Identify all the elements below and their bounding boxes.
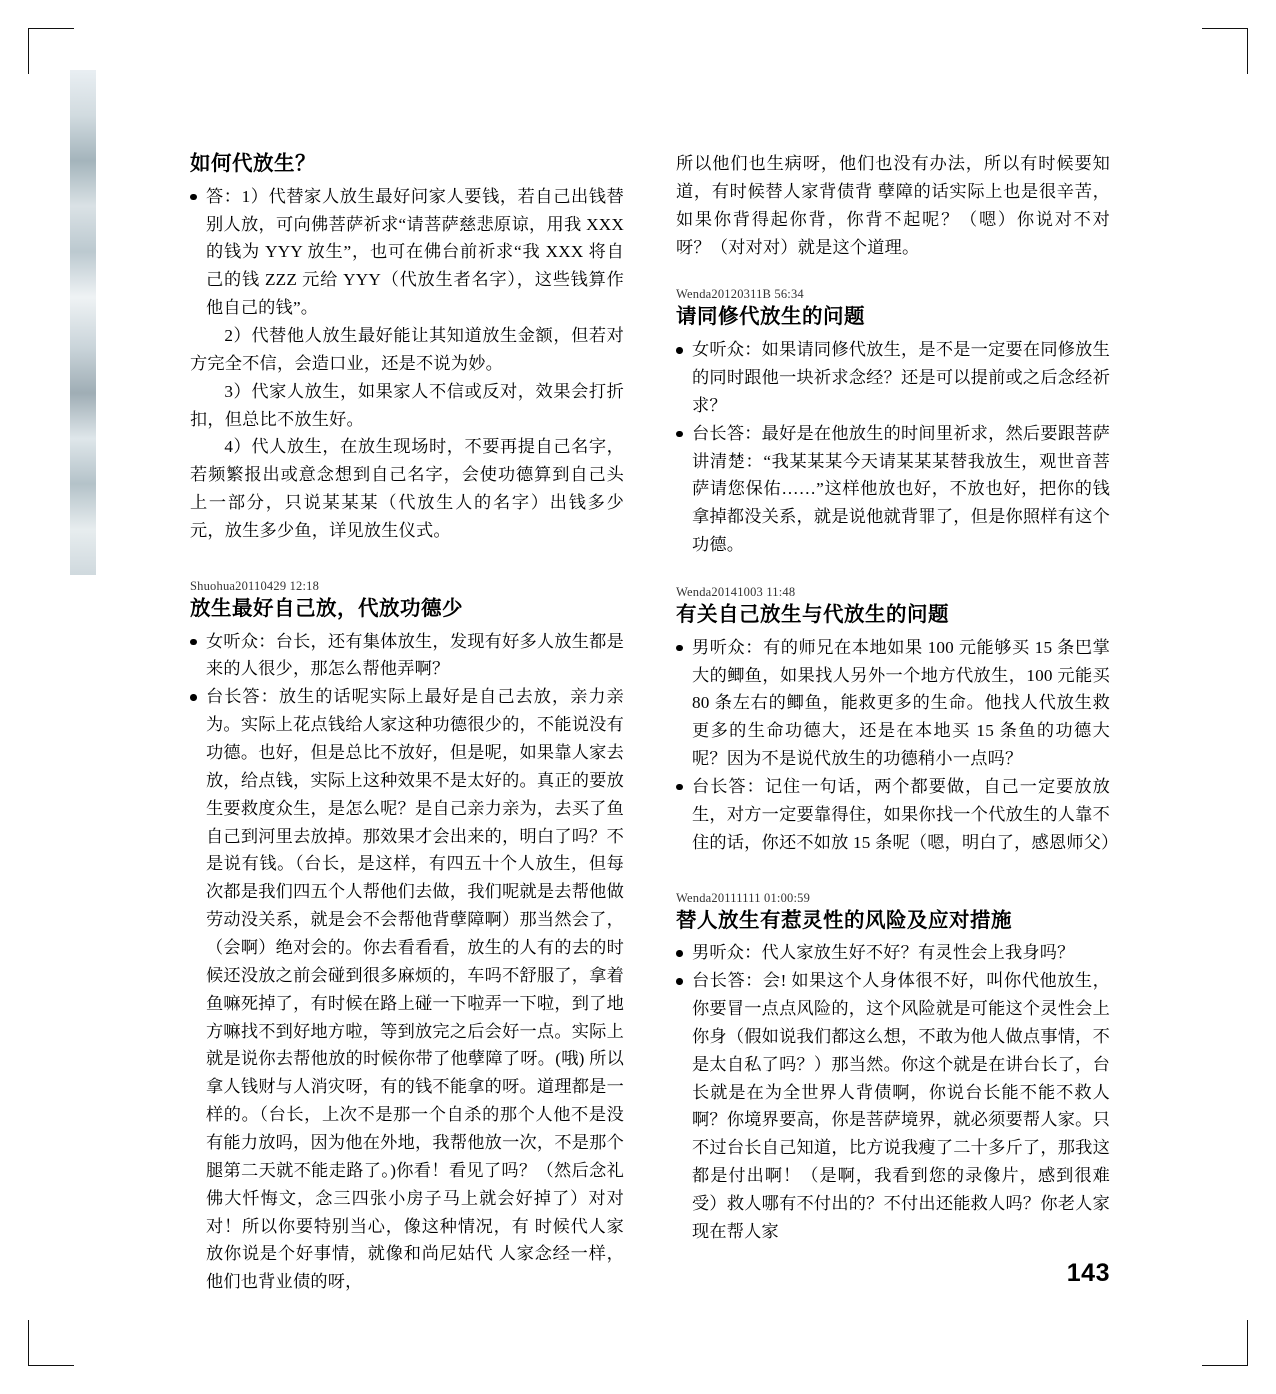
qa-text: 男听众：代人家放生好不好？有灵性会上我身吗？ xyxy=(692,943,1075,963)
crop-mark-top-left xyxy=(28,28,74,74)
qa-text: 台长答：记住一句话，两个都要做，自己一定要放放生，对方一定要靠得住，如果你找一个代放生的人靠不住的话，你还不如放 15 条呢（嗯，明白了，感恩师父） xyxy=(692,776,1119,852)
qa-item-listener xyxy=(676,336,1110,420)
crop-mark-bottom-right xyxy=(1202,1320,1248,1366)
qa-item-host xyxy=(190,683,624,1296)
page-content xyxy=(190,150,1119,1292)
qa-text: 女听众：如果请同修代放生，是不是一定要在同修放生的同时跟他一块祈求念经？还是可以提前或之后念经祈求？ xyxy=(692,340,1110,415)
qa-item-host xyxy=(676,967,1110,1246)
bullet-icon xyxy=(190,194,204,201)
bullet-icon xyxy=(676,784,690,791)
section-title-proxy-risk: 替人放生有惹灵性的风险及应对措施 xyxy=(676,908,1012,932)
answer-text: 答：1）代替家人放生最好问家人要钱，若自己出钱替别人放，可向佛菩萨祈求“请菩萨慈悲原谅，用我 XXX 的钱为 YYY 放生”，也可在佛台前祈求“我 XXX 将自己的钱 ZZZ 元给 YYY（代放生者名字），这些钱算作他自己的钱”。 xyxy=(206,186,624,318)
left-column xyxy=(190,150,624,1296)
qa-item-listener xyxy=(676,634,1110,773)
bullet-icon xyxy=(676,431,690,438)
qa-item-host xyxy=(676,420,1110,559)
bullet-icon xyxy=(190,639,204,646)
bullet-icon xyxy=(676,950,690,957)
page-number: 143 xyxy=(1066,1259,1110,1287)
continuation-text: 所以他们也生病呀，他们也没有办法，所以有时候要知道，有时候替人家背债背 孽障的话实际上也是很辛苦，如果你背得起你背，你背不起呢？（嗯）你说对不对呀？（对对对）就是这个道理。 xyxy=(676,154,1110,257)
crop-mark-top-right xyxy=(1202,28,1248,74)
qa-item-host xyxy=(676,773,1119,857)
section-title-self-release: 放生最好自己放，代放功德少 xyxy=(190,596,463,620)
bullet-icon xyxy=(676,978,690,985)
right-column xyxy=(676,150,1119,1296)
qa-item-listener xyxy=(676,939,1110,967)
section-title-self-vs-proxy: 有关自己放生与代放生的问题 xyxy=(676,602,949,626)
qa-text: 女听众：台长，还有集体放生，发现有好多人放生都是来的人很少，那怎么帮他弄啊？ xyxy=(206,631,624,679)
answer-text: 3）代家人放生，如果家人不信或反对，效果会打折扣，但总比不放生好。 xyxy=(190,381,624,429)
answer-text: 4）代人放生，在放生现场时，不要再提自己名字，若频繁报出或意念想到自己名字，会使功德算到自己头上一部分，只说某某某（代放生人的名字）出钱多少元，放生多少鱼，详见放生仪式。 xyxy=(190,437,624,540)
qa-text: 男听众：有的师兄在本地如果 100 元能够买 15 条巴掌大的鲫鱼，如果找人另外一个地方代放生，100 元能买 80 条左右的鲫鱼，能救更多的生命。他找人代放生救更多的生命功德大，还是在本地买 15 条鱼的功德大呢？因为不是说代放生的功德稍小一点吗？ xyxy=(692,637,1110,769)
bullet-icon xyxy=(190,694,204,701)
answer-text: 2）代替他人放生最好能让其知道放生金额，但若对方完全不信，会造口业，还是不说为妙。 xyxy=(190,325,624,373)
qa-text: 台长答：会! 如果这个人身体很不好，叫你代他放生，你要冒一点点风险的，这个风险就是可能这个灵性会上你身（假如说我们都这么想，不敢为他人做点事情，不是太自私了吗？）那当然。你这个就是在讲台长了，台长就是在为全世界人背债啊，你说台长能不能不救人啊？你境界要高，你是菩萨境界，就必须要帮人家。只不过台长自己知道，比方说我瘦了二十多斤了，那我这都是付出啊！（是啊，我看到您的录像片，感到很难受）救人哪有不付出的？不付出还能救人吗？你老人家现在帮人家 xyxy=(692,971,1110,1241)
crop-mark-bottom-left xyxy=(28,1320,74,1366)
source-reference: Shuohua20110429 12:18 xyxy=(190,578,320,593)
bullet-icon xyxy=(676,347,690,354)
qa-item-listener xyxy=(190,628,624,684)
source-reference: Wenda20111111 01:00:59 xyxy=(676,890,811,905)
section-title-how-to-release: 如何代放生？ xyxy=(190,152,316,175)
bullet-icon xyxy=(676,645,690,652)
qa-text: 台长答：放生的话呢实际上最好是自己去放，亲力亲为。实际上花点钱给人家这种功德很少的，不能说没有功德。也好，但是总比不放好，但是呢，如果靠人家去放，给点钱，实际上这种效果不是太好的。真正的要放生要救度众生，是怎么呢？是自己亲力亲为，去买了鱼自己到河里去放掉。那效果才会出来的，明白了吗？不是说有钱。（台长，是这样，有四五十个人放生，但每次都是我们四五个人帮他们去做，我们呢就是去帮他做劳动没关系，就是会不会帮他背孽障啊）那当然会了，（会啊）绝对会的。你去看看看，放生的人有的去的时候还没放之前会碰到很多麻烦的，车吗不舒服了，拿着鱼嘛死掉了，有时候在路上碰一下啦弄一下啦，到了地方嘛找不到好地方啦，等到放完之后会好一点。实际上就是说你去帮他放的时候你带了他孽障了呀。(哦) 所以拿人钱财与人消灾呀，有的钱不能拿的呀。道理都是一样的。（台长，上次不是那一个自杀的那个人他不是没有能力放吗，因为他在外地，我帮他放一次，不是那个腿第二天就不能走路了。)你看！看见了吗？（然后念礼佛大忏悔文，念三四张小房子马上就会好掉了）对对对！所以你要特别当心，像这种情况，有 时候代人家放你说是个好事情，就像和尚尼姑代 人家念经一样，他们也背业债的呀， xyxy=(206,687,624,1292)
section-title-ask-fellow-practitioner: 请同修代放生的问题 xyxy=(676,305,865,329)
qa-text: 台长答：最好是在他放生的时间里祈求，然后要跟菩萨讲清楚：“我某某某今天请某某某替我放生，观世音菩萨请您保佑……”这样他放也好，不放也好，把你的钱拿掉都没关系，就是说他就背罪了，但是你照样有这个功德。 xyxy=(692,423,1110,555)
side-photo-strip xyxy=(70,70,96,575)
source-reference: Wenda20120311B 56:34 xyxy=(676,287,804,302)
answer-item xyxy=(190,183,624,322)
source-reference: Wenda20141003 11:48 xyxy=(676,584,796,599)
